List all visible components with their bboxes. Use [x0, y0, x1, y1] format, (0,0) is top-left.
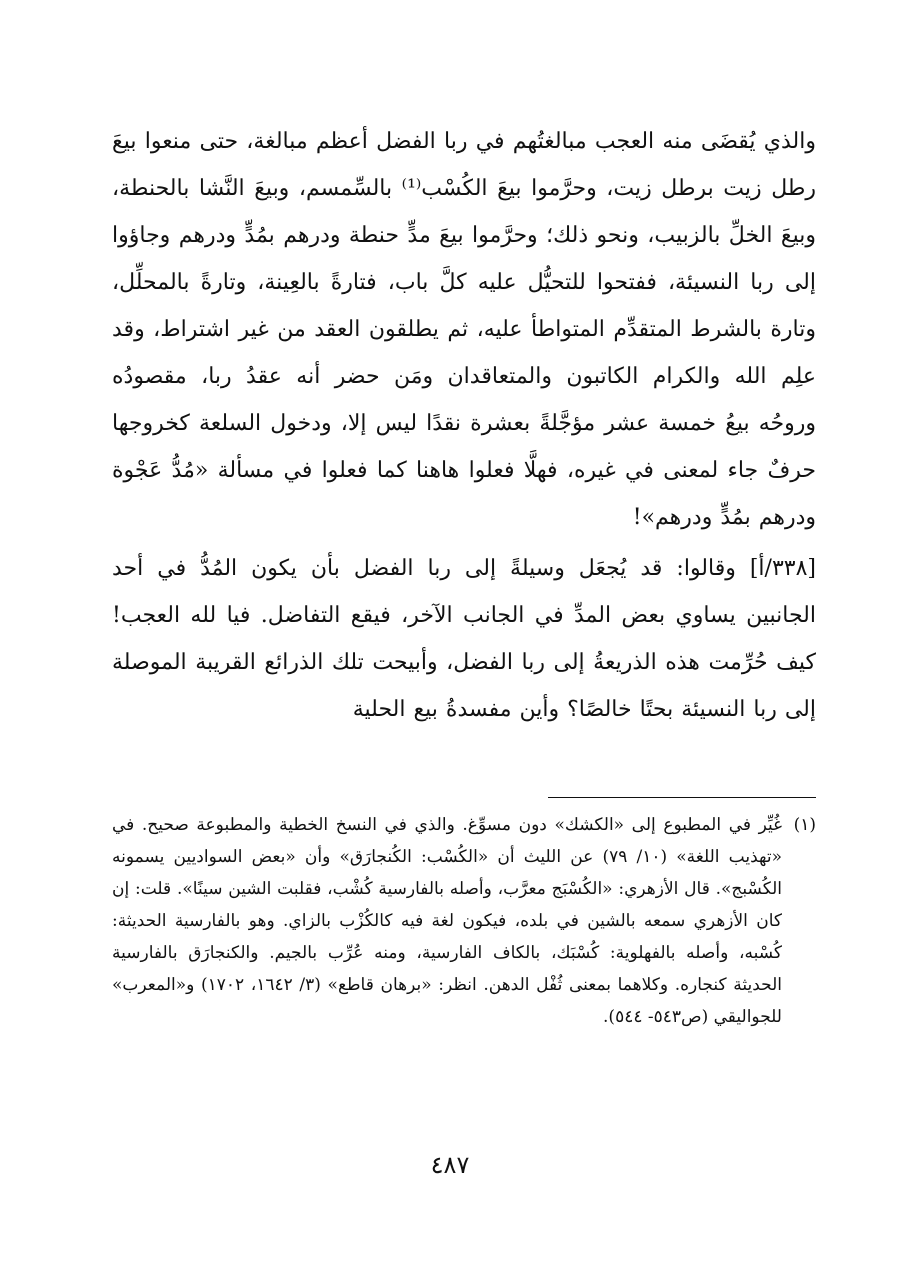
- footnote-text: غُيِّر في المطبوع إلى «الكشك» دون مسوِّغ. والذي في النسخ الخطية والمطبوعة صحيح. في «تهذيب اللغة» (١٠/ ٧٩) عن الليث أن «الكُسْب: الكُنجارَق» وأن «بعض السواديين يسمونه الكُسْبج». قال الأزهري: «الكُسْبَج معرَّب، وأصله بالفارسية كُشْب، فقلبت الشين سينًا». قلت: إن كان الأزهري سمعه بالشين في بلده، فيكون لغة فيه كالكُزْب بالزاي. وهو بالفارسية الحديثة: كُسْبه، وأصله بالفهلوية: كُسْبَك، بالكاف الفارسية، ومنه عُرِّب بالجيم. والكنجارَق بالفارسية الحديثة كنجاره. وكلاهما بمعنى ثُفْل الدهن. انظر: «برهان قاطع» (٣/ ١٦٤٢، ١٧٠٢) و«المعرب» للجواليقي (ص٥٤٣- ٥٤٤).: [112, 815, 782, 1027]
- main-text-block: [112, 118, 816, 733]
- footnote-divider: [548, 797, 816, 798]
- footnote-marker: (١): [793, 815, 816, 835]
- paragraph-2: [٣٣٨/أ] وقالوا: قد يُجعَل وسيلةً إلى ربا الفضل بأن يكون المُدُّ في أحد الجانبين يساوي بعض المدِّ في الجانب الآخر، فيقع التفاضل. فيا لله العجب! كيف حُرِّمت هذه الذريعةُ إلى ربا الفضل، وأبيحت تلك الذرائع القريبة الموصلة إلى ربا النسيئة بحتًا خالصًا؟ وأين مفسدةُ بيع الحلية: [112, 556, 816, 722]
- page-number: ٤٨٧: [430, 1151, 470, 1179]
- paragraph-1: والذي يُقضَى منه العجب مبالغتُهم في ربا الفضل أعظم مبالغة، حتى منعوا بيعَ رطل زيت برطل زيت، وحرَّموا بيعَ الكُسْب⁽¹⁾ بالسِّمسم، وبيعَ النَّشا بالحنطة، وبيعَ الخلِّ بالزبيب، ونحو ذلك؛ وحرَّموا بيعَ مدٍّ حنطة ودرهم بمُدٍّ ودرهم وجاؤوا إلى ربا النسيئة، ففتحوا للتحيُّل عليه كلَّ باب، فتارةً بالعِينة، وتارةً بالمحلِّل، وتارة بالشرط المتقدِّم المتواطأ عليه، ثم يطلقون العقد من غير اشتراط، وقد علِم الله والكرام الكاتبون والمتعاقدان ومَن حضر أنه عقدُ ربا، مقصودُه وروحُه بيعُ خمسة عشر مؤجَّلةً بعشرة نقدًا ليس إلا، ودخول السلعة كخروجها حرفٌ جاء لمعنى في غيره، فهلَّا فعلوا هاهنا كما فعلوا في مسألة «مُدُّ عَجْوة ودرهم بمُدٍّ ودرهم»!: [112, 129, 816, 530]
- footnote: [112, 809, 816, 1033]
